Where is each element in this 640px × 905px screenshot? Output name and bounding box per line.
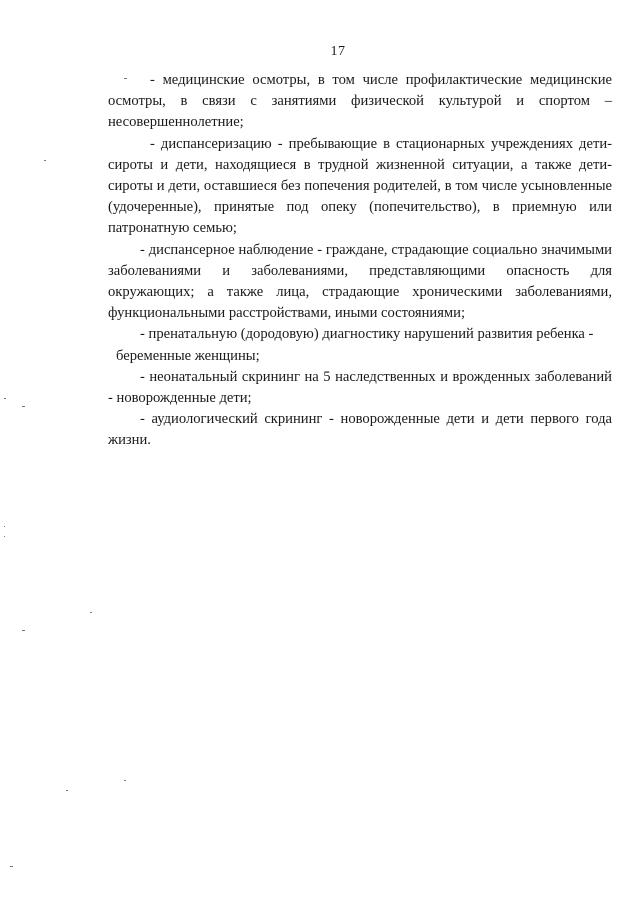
paragraph-prenatal-target: беременные женщины;	[116, 347, 260, 364]
paragraph-neonatal-screening: - неонатальный скрининг на 5 наследственных и врожденных заболеваний - новорожденные дети;	[108, 368, 612, 407]
scan-speck	[22, 406, 25, 407]
page-number: 17	[330, 44, 346, 59]
paragraph-medical-checkups: - медицинские осмотры, в том числе профилактические медицинские осмотры, в связи с занятиями физической культурой и спортом – несовершеннолетние;	[108, 72, 612, 131]
scan-speck	[4, 536, 5, 537]
scan-speck	[10, 866, 13, 867]
scan-speck	[4, 398, 6, 399]
document-body	[108, 70, 612, 452]
scan-speck	[124, 780, 126, 781]
paragraph-audiological-screening: - аудиологический скрининг - новорожденные дети и дети первого года жизни.	[108, 411, 612, 449]
paragraph-dispensarization: - диспансеризацию - пребывающие в стационарных учреждениях дети-сироты и дети, находящиеся в трудной жизненной ситуации, а также дети-сироты и дети, оставшиеся без попечения родителей, в том числе усыновленные (удочеренные), принятые под опеку (попечительство), в приемную или патронатную семью;	[108, 135, 612, 237]
scan-speck	[22, 630, 25, 631]
paragraph-prenatal-diagnostics: - пренатальную (дородовую) диагностику нарушений развития ребенка -	[140, 326, 594, 343]
scan-speck	[90, 612, 92, 613]
scan-speck	[44, 160, 46, 161]
paragraph-dispensary-observation: - диспансерное наблюдение - граждане, страдающие социально значимыми заболеваниями и заболеваниями, представляющими опасность для окружающих; а также лица, страдающие хроническими заболеваниями, функциональными расстройствами, иными состояниями;	[108, 241, 612, 322]
scan-speck	[124, 78, 127, 79]
scan-speck	[4, 526, 5, 527]
scan-speck	[66, 790, 68, 791]
